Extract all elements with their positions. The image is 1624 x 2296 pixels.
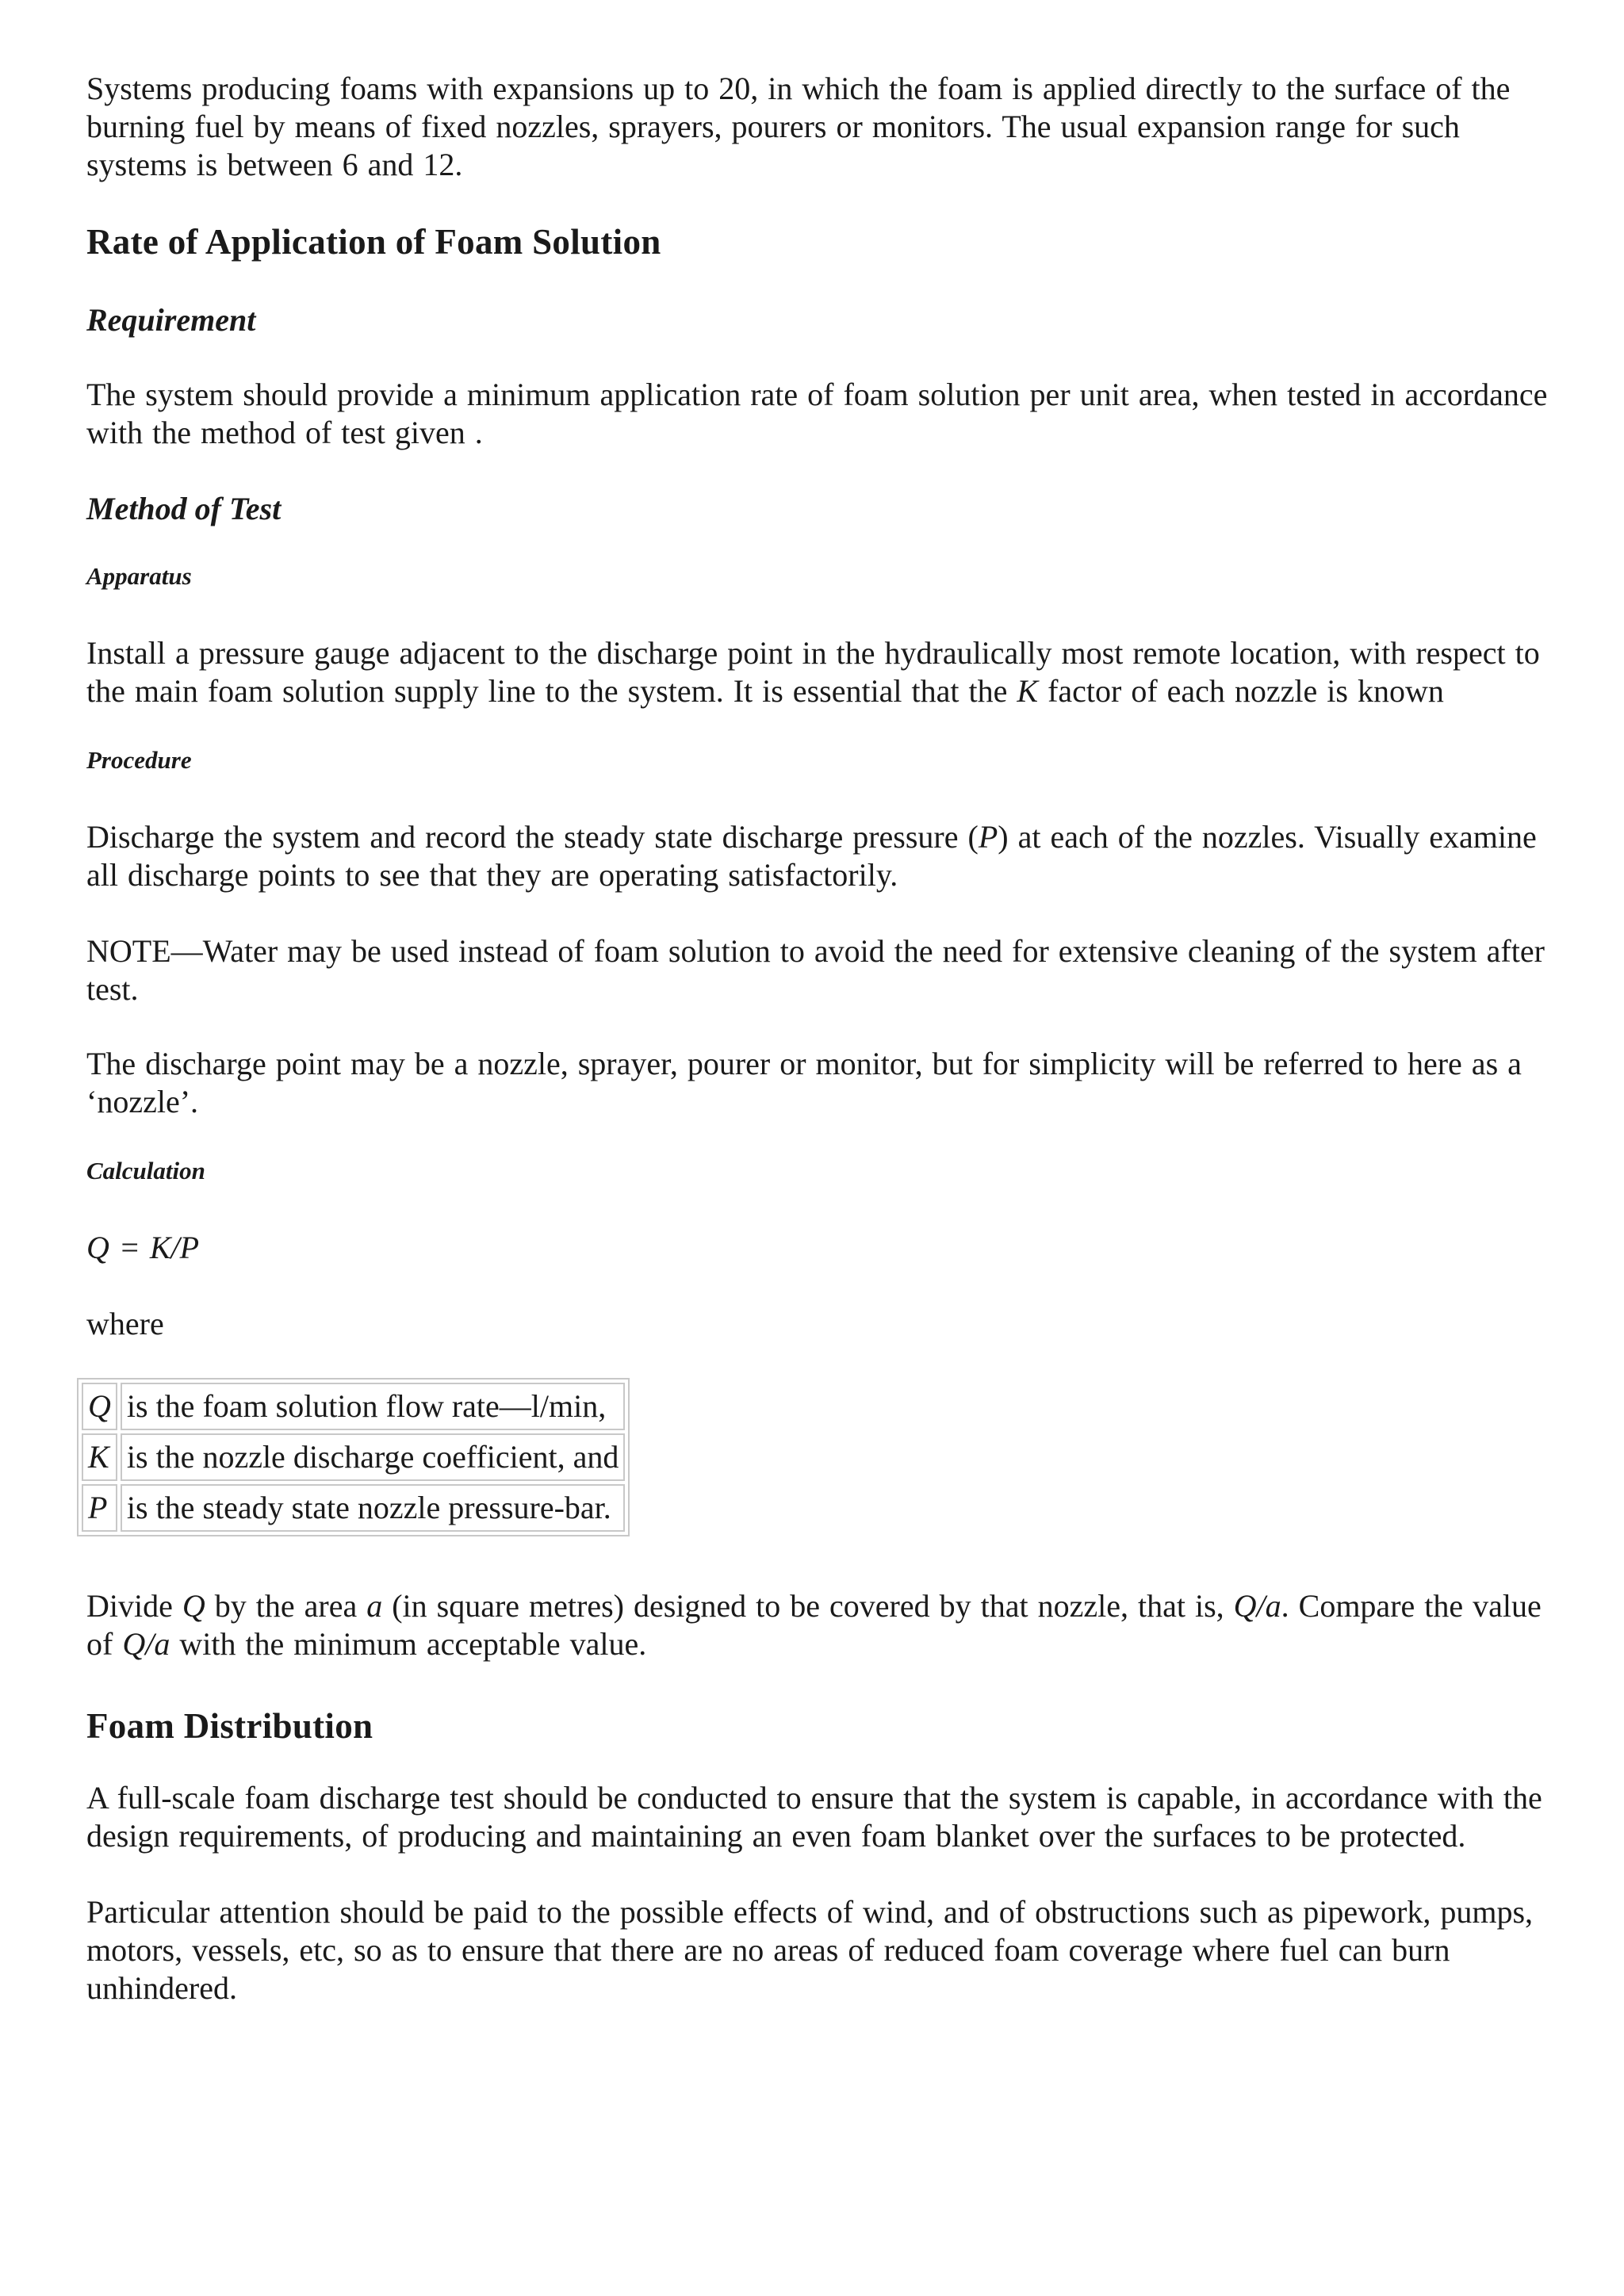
symbol-cell: Q <box>82 1383 117 1430</box>
table-row <box>82 1383 625 1430</box>
foam-distribution-heading: Foam Distribution <box>86 1706 373 1746</box>
a-symbol: a <box>366 1588 383 1624</box>
divide-text: by the area <box>205 1588 367 1624</box>
calculation-heading: Calculation <box>86 1157 205 1184</box>
description-cell: is the foam solution flow rate—l/min, <box>121 1383 626 1430</box>
rate-of-application-heading: Rate of Application of Foam Solution <box>86 222 661 262</box>
symbol-cell: K <box>82 1433 117 1481</box>
note-paragraph: NOTE—Water may be used instead of foam solution to avoid the need for extensive cleaning of the system after test. <box>86 933 1545 1007</box>
apparatus-heading: Apparatus <box>86 562 192 590</box>
procedure-paragraph <box>86 818 1561 894</box>
q-symbol: Q <box>182 1588 205 1624</box>
requirement-heading: Requirement <box>86 302 256 338</box>
k-symbol: K <box>1017 673 1039 709</box>
where-label: where <box>86 1306 164 1341</box>
intro-paragraph: Systems producing foams with expansions up to 20, in which the foam is applied directly to the surface of the burning fuel by means of fixed nozzles, sprayers, pourers or monitors. The usual expansion range for such systems is between 6 and 12. <box>86 71 1511 182</box>
nozzle-definition-paragraph: The discharge point may be a nozzle, sprayer, pourer or monitor, but for simplicity will be referred to here as a ‘nozzle’. <box>86 1046 1522 1119</box>
symbol-cell: P <box>82 1484 117 1532</box>
procedure-text-end: ) at each of the nozzles. Visually examine all discharge points to see that they are operating satisfactorily. <box>86 819 1537 893</box>
variable-definitions-table <box>77 1378 630 1536</box>
q-over-a-symbol: Q/a <box>1233 1588 1281 1624</box>
requirement-paragraph: The system should provide a minimum application rate of foam solution per unit area, when tested in accordance with the method of test given . <box>86 377 1548 450</box>
procedure-text-start: Discharge the system and record the steady state discharge pressure ( <box>86 819 979 855</box>
flow-rate-formula: Q = K/P <box>86 1230 200 1265</box>
table-row <box>82 1433 625 1481</box>
description-cell: is the steady state nozzle pressure-bar. <box>121 1484 626 1532</box>
distribution-paragraph-1: A full-scale foam discharge test should be conducted to ensure that the system is capable, in accordance with the design requirements, of producing and maintaining an even foam blanket over the surfaces to be protected. <box>86 1780 1542 1854</box>
distribution-paragraph-2: Particular attention should be paid to the possible effects of wind, and of obstructions such as pipework, pumps, motors, vessels, etc, so as to ensure that there are no areas of reduced foam coverage where fuel can burn unhindered. <box>86 1894 1534 2006</box>
q-over-a-symbol: Q/a <box>122 1626 170 1662</box>
apparatus-text-end: factor of each nozzle is known <box>1038 673 1444 709</box>
divide-text: Divide <box>86 1588 182 1624</box>
method-of-test-heading: Method of Test <box>86 491 282 526</box>
p-symbol: P <box>978 819 998 855</box>
apparatus-paragraph <box>86 634 1577 710</box>
divide-paragraph <box>86 1587 1561 1663</box>
procedure-heading: Procedure <box>86 746 192 774</box>
table-row <box>82 1484 625 1532</box>
divide-text: (in square metres) designed to be covered by that nozzle, that is, <box>382 1588 1234 1624</box>
apparatus-text-start: Install a pressure gauge adjacent to the discharge point in the hydraulically most remote location, with respect to the main foam solution supply line to the system. It is essential that the <box>86 635 1540 709</box>
divide-text: with the minimum acceptable value. <box>170 1626 647 1662</box>
divide-text: . Compare the value of <box>86 1588 1542 1662</box>
description-cell: is the nozzle discharge coefficient, and <box>121 1433 626 1481</box>
